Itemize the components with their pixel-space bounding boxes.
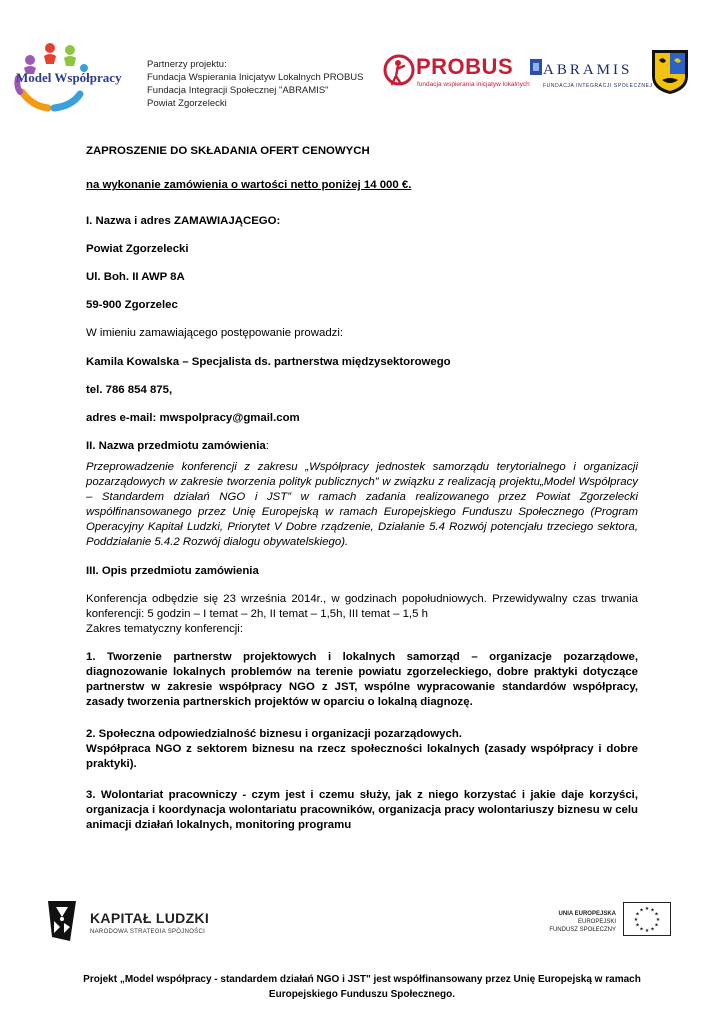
section-3-heading: III. Opis przedmiotu zamówienia	[86, 565, 259, 577]
topic-1: 1. Tworzenie partnerstw projektowych i lokalnych samorząd – organizacje pozarządowe, diagnozowanie lokalnych problemów na terenie powiatu zgorzeleckiego, dobre praktyki dotyczące partnerstw w zakresie współpracy NGO z JST, wspólne wypracowanie standardów współpracy, zasady tworzenia partnerskich projektów w oparciu o lokalną diagnozę.	[86, 651, 638, 708]
ue-line: FUNDUSZ SPOŁECZNY	[549, 927, 616, 933]
partners-heading: Partnerzy projektu:	[147, 59, 227, 70]
eu-star-icon: ★	[635, 911, 640, 918]
partner-line: Fundacja Wspierania Inicjatyw Lokalnych PROBUS	[147, 72, 364, 83]
contact-person: Kamila Kowalska – Specjalista ds. partnerstwa międzysektorowego	[86, 356, 451, 368]
abramis-name: ABRAMIS	[543, 62, 633, 78]
topic-2-body: Współpraca NGO z sektorem biznesu na rzecz społeczności lokalnych (zasady współpracy i dobre praktyki).	[86, 743, 638, 770]
eu-star-icon: ★	[654, 911, 659, 918]
ue-line: EUROPEJSKI	[577, 919, 616, 925]
abramis-subtitle: FUNDACJA INTEGRACJI SPOŁECZNEJ	[543, 83, 653, 89]
topic-3: 3. Wolontariat pracowniczy - czym jest i czemu służy, jak z niego korzystać i jakie daje korzyści, organizacja i koordynacja wolontariatu pracowników, organizacja pracy wolontariuszy biznesu w celu animacji działań lokalnych, monitoring programu	[86, 789, 638, 831]
partners-block	[147, 58, 363, 110]
eu-star-icon: ★	[654, 922, 659, 929]
ue-text-block	[520, 910, 616, 934]
eu-star-icon: ★	[650, 926, 655, 933]
eu-star-icon: ★	[635, 922, 640, 929]
coat-of-arms-icon	[650, 48, 690, 96]
logo-text: Model Współpracy	[16, 70, 122, 85]
section-2-heading-line	[86, 439, 638, 454]
eu-flag-icon	[623, 902, 671, 936]
section-1-heading: I. Nazwa i adres ZAMAWIAJĄCEGO:	[86, 215, 281, 227]
document-title: ZAPROSZENIE DO SKŁADANIA OFERT CENOWYCH	[86, 145, 370, 157]
section-2-heading: II. Nazwa przedmiotu zamówienia	[86, 440, 266, 452]
partner-line: Powiat Zgorzelecki	[147, 98, 227, 109]
section-2-colon: :	[265, 440, 269, 452]
eu-star-icon: ★	[644, 928, 650, 934]
partner-line: Fundacja Integracji Społecznej "ABRAMIS"	[147, 85, 329, 96]
eu-star-icon: ★	[633, 917, 639, 923]
orderer-name: Powiat Zgorzelecki	[86, 243, 189, 255]
abramis-logo	[529, 53, 653, 93]
topic-2-title: 2. Społeczna odpowiedzialność biznesu i organizacji pozarządowych.	[86, 728, 462, 740]
page-header	[0, 0, 724, 130]
eu-star-icon: ★	[639, 926, 644, 933]
coat-of-arms	[650, 48, 690, 96]
eu-star-icon: ★	[655, 917, 661, 923]
probus-logo	[383, 52, 530, 96]
footer-note: Projekt „Model współpracy - standardem działań NGO i JST" jest współfinansowany przez Unię Europejską w ramach Europejskiego Funduszu Społecznego.	[83, 974, 641, 1000]
kapital-ludzki-emblem-icon	[42, 897, 82, 945]
ue-title: UNIA EUROPEJSKA	[558, 911, 616, 917]
abramis-square-icon	[529, 57, 543, 77]
topics-label: Zakres tematyczny konferencji:	[86, 623, 243, 635]
orderer-street: Ul. Boh. II AWP 8A	[86, 271, 185, 283]
document-body	[86, 144, 638, 833]
eu-star-icon: ★	[644, 906, 650, 912]
orderer-city: 59-900 Zgorzelec	[86, 299, 178, 311]
eu-star-icon: ★	[639, 907, 644, 914]
eu-flag	[623, 902, 671, 936]
section-3-intro: Konferencja odbędzie się 23 września 2014r., w godzinach popołudniowych. Przewidywalny czas trwania konferencji: 5 godzin – I temat – 2h, II temat – 1,5h, III temat – 1,5 h	[86, 593, 638, 620]
kapital-ludzki-logo	[42, 895, 262, 947]
contact-email: adres e-mail: mwspolpracy@gmail.com	[86, 412, 300, 424]
document-subtitle: na wykonanie zamówienia o wartości netto poniżej 14 000 €.	[86, 179, 412, 191]
probus-subtitle: fundacja wspierania inicjatyw lokalnych	[417, 81, 530, 88]
conducted-by: W imieniu zamawiającego postępowanie prowadzi:	[86, 327, 344, 339]
probus-figure-icon	[383, 54, 415, 94]
section-2-body: Przeprowadzenie konferencji z zakresu „Współpracy jednostek samorządu terytorialnego i organizacji pozarządowych w zakresie tworzenia polityk publicznych” w związku z realizacją projektu„Model Współpracy – Standardem działań NGO i JST” w ramach zadania realizowanego przez Powiat Zgorzelecki współfinansowanego przez Unię Europejską w ramach Europejskiego Funduszu Społecznego (Program Operacyjny Kapitał Ludzki, Priorytet V Dobre rządzenie, Działanie 5.4 Rozwój potencjału trzeciego sektora, Poddziałanie 5.4.2 Rozwój dialogu obywatelskiego).	[86, 461, 638, 548]
contact-phone: tel. 786 854 875,	[86, 384, 173, 396]
kl-title: KAPITAŁ LUDZKI	[90, 910, 210, 926]
model-wspolpracy-logo	[14, 42, 136, 114]
probus-name: PROBUS	[416, 54, 514, 79]
kl-subtitle: NARODOWA STRATEGIA SPÓJNOŚCI	[90, 929, 206, 935]
eu-star-icon: ★	[650, 907, 655, 914]
